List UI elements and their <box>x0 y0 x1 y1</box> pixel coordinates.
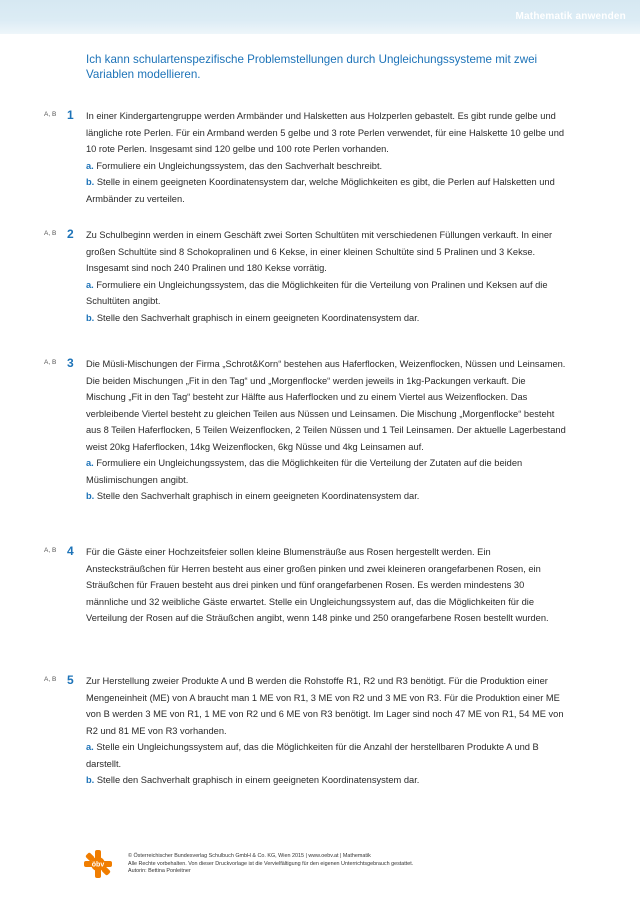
subtask-text: Stelle ein Ungleichungssystem auf, das die Möglichkeiten für die Anzahl der herstellbaren Produkte A und B darstellt. <box>86 742 539 769</box>
task-number: 4 <box>67 544 74 558</box>
footer-copyright <box>128 853 488 876</box>
task-body <box>86 108 566 207</box>
task-text: Zur Herstellung zweier Produkte A und B werden die Rohstoffe R1, R2 und R3 benötigt. Für die Produktion einer Mengeneinheit (ME) von A braucht man 1 ME von R1, 3 ME von R2 und 3 ME von R3. Für die Produktion einer ME von B werden 3 ME von R1, 1 ME von R2 und 6 ME von R3 benötigt. Im Lager sind noch 47 ME von R1, 54 ME von R2 und 81 ME von R3 vorhanden. <box>86 676 564 736</box>
footer-line: © Österreichischer Bundesverlag Schulbuch GmbH & Co. KG, Wien 2015 | www.oebv.at | Mathematik <box>128 853 371 859</box>
task-level: A, B <box>44 230 57 237</box>
subtask-label: a. <box>86 742 94 752</box>
logo-text: öbv <box>91 861 105 869</box>
subtask-label: a. <box>86 458 94 468</box>
subtask-a <box>86 158 566 175</box>
subtask-text: Stelle den Sachverhalt graphisch in einem geeigneten Koordinatensystem dar. <box>96 491 420 501</box>
subtask-a <box>86 277 566 310</box>
task-text: Die Müsli-Mischungen der Firma „Schrot&Korn“ bestehen aus Haferflocken, Weizenflocken, Nüssen und Leinsamen. Die beiden Mischungen „Fit in den Tag“ und „Morgenflocke“ werden jeweils in 1kg-Packungen verkauft. Die Mischung „Fit in den Tag“ besteht zur Hälfte aus Haferflocken und zu einem Viertel aus Weizenflocken. Das verbleibende Viertel besteht zu gleichen Teilen aus Nüssen und Leinsamen. Die Mischung „Morgenflocke“ besteht aus 8 Teilen Haferflocken, 5 Teilen Weizenflocken, 2 Teilen Nüssen und 1 Teil Leinsamen. Der aktuelle Lagerbestand weist 20kg Haferflocken, 14kg Weizenflocken, 6kg Nüsse und 4kg Leinsamen auf. <box>86 359 566 452</box>
subtask-text: Stelle den Sachverhalt graphisch in einem geeigneten Koordinatensystem dar. <box>96 312 420 323</box>
subtask-label: b. <box>86 312 95 323</box>
task-body <box>86 544 566 627</box>
subtask-b <box>86 772 566 789</box>
subtask-b <box>86 174 566 207</box>
subtask-text: Formuliere ein Ungleichungssystem, das die Möglichkeiten für die Verteilung von Pralinen und Keksen auf die Schultüten angibt. <box>86 279 548 306</box>
task-number: 1 <box>67 108 74 122</box>
footer-line: Autorin: Bettina Ponleitner <box>128 868 191 874</box>
task-text: Für die Gäste einer Hochzeitsfeier sollen kleine Blumensträuße aus Rosen hergestellt werden. Ein Anstecksträußchen für Herren besteht aus einer großen pinken und zwei kleineren orangefarbenen Rosen, ein Sträußchen für Frauen besteht aus drei pinken und fünf orangefarbenen Rosen. Es werden mindestens 30 männliche und 32 weibliche Gäste erwartet. Stelle ein Ungleichungssystem auf, das die Möglichkeiten für die Verteilung der Rosen auf die Sträußchen angibt, wenn 148 pinke und 250 orangefarbene Rosen bestellt wurden. <box>86 547 549 623</box>
header-band <box>0 0 640 34</box>
footer-line: Alle Rechte vorbehalten. Von dieser Druckvorlage ist die Vervielfältigung für den eigenen Unterrichtsgebrauch gestattet. <box>128 860 414 867</box>
task-number: 2 <box>67 227 74 241</box>
subtask-text: Stelle in einem geeigneten Koordinatensystem dar, welche Möglichkeiten es gibt, die Perlen auf Halsketten und Armbänder zu verteilen. <box>86 177 555 204</box>
task-body <box>86 227 566 326</box>
task-number: 5 <box>67 673 74 687</box>
subtask-label: a. <box>86 279 94 290</box>
subtask-a <box>86 739 566 772</box>
task-level: A, B <box>44 547 57 554</box>
task-text: In einer Kindergartengruppe werden Armbänder und Halsketten aus Holzperlen gebastelt. Es gibt runde gelbe und längliche rote Perlen. Für ein Armband werden 5 gelbe und 3 rote Perlen verwendet, für eine Halskette 10 gelbe und 10 rote Perlen. Insgesamt sind 120 gelbe und 100 rote Perlen vorhanden. <box>86 111 565 154</box>
subtask-b <box>86 310 566 327</box>
section-title: Mathematik anwenden <box>515 11 626 22</box>
subtask-text: Formuliere ein Ungleichungssystem, das den Sachverhalt beschreibt. <box>96 160 383 171</box>
subtask-b <box>86 488 566 505</box>
task-body <box>86 673 566 789</box>
task-number: 3 <box>67 356 74 370</box>
task-level: A, B <box>44 676 57 683</box>
subtask-text: Stelle den Sachverhalt graphisch in einem geeigneten Koordinatensystem dar. <box>96 775 420 785</box>
task-text: Zu Schulbeginn werden in einem Geschäft zwei Sorten Schultüten mit verschiedenen Füllungen verkauft. In einer großen Schultüte sind 8 Schokopralinen und 6 Kekse, in einer kleinen Schultüte sind 5 Pralinen und 3 Kekse. Insgesamt sind noch 240 Pralinen und 180 Kekse vorrätig. <box>86 230 553 273</box>
publisher-logo-icon <box>82 848 114 880</box>
task-level: A, B <box>44 359 57 366</box>
subtask-label: b. <box>86 177 95 187</box>
task-level: A, B <box>44 111 57 118</box>
task-body <box>86 356 566 505</box>
subtask-label: b. <box>86 775 95 785</box>
subtask-label: a. <box>86 160 94 171</box>
learning-objective: Ich kann schulartenspezifische Problemstellungen durch Ungleichungssysteme mit zwei Variablen modellieren. <box>86 53 538 81</box>
subtask-a <box>86 455 566 488</box>
subtask-label: b. <box>86 491 95 501</box>
subtask-text: Formuliere ein Ungleichungssystem, das die Möglichkeiten für die Verteilung der Zutaten auf die beiden Müslimischungen angibt. <box>86 458 523 485</box>
